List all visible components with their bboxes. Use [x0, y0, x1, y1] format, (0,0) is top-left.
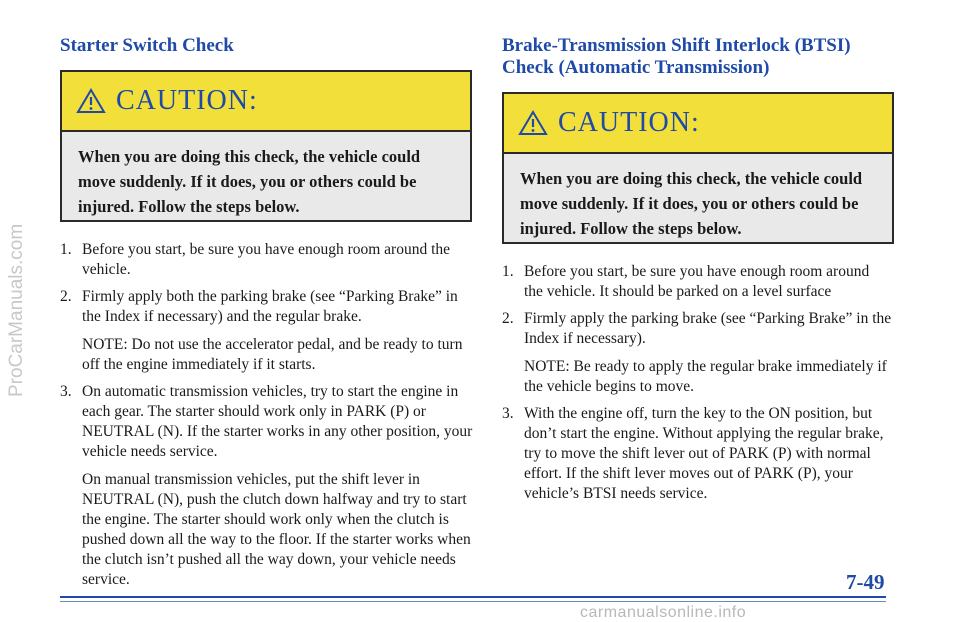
step-number: 2. [60, 288, 72, 305]
step-text: Firmly apply both the parking brake (see “Parking Brake” in the Index if necessary) and the regular brake. [82, 288, 458, 325]
step-number: 2. [502, 310, 514, 327]
right-caution-banner [504, 94, 892, 154]
left-caution-text: When you are doing this check, the vehicle could move suddenly. If it does, you or others could be injured. Follow the steps below. [78, 147, 421, 216]
left-caution-banner [62, 72, 470, 132]
step-text: With the engine off, turn the key to the ON position, but don’t start the engine. Without applying the regular brake, try to move the shift lever out of PARK (P) with normal effort. If the shift lever moves out of PARK (P), your vehicle’s BTSI needs service. [524, 405, 884, 502]
step-text: Before you start, be sure you have enough room around the vehicle. [82, 241, 451, 278]
footer-rule [60, 596, 886, 598]
list-item [502, 404, 892, 504]
step-note: NOTE: Do not use the accelerator pedal, and be ready to turn off the engine immediately if it starts. [82, 336, 463, 373]
step-number: 3. [502, 405, 514, 422]
footer-rule-thin [60, 601, 886, 602]
left-steps-list [60, 240, 478, 597]
right-section-heading: Brake-Transmission Shift Interlock (BTSI) Check (Automatic Transmission) [502, 35, 851, 78]
left-section-heading: Starter Switch Check [60, 35, 234, 56]
side-watermark: ProCarManuals.com [6, 223, 27, 397]
right-caution-text: When you are doing this check, the vehicle could move suddenly. If it does, you or others could be injured. Follow the steps below. [520, 169, 863, 238]
step-note: On manual transmission vehicles, put the shift lever in NEUTRAL (N), push the clutch down halfway and try to start the engine. The starter should work only when the clutch is pushed down all the way to the floor. If the starter works when the clutch isn’t pushed all the way down, your vehicle needs service. [82, 471, 471, 588]
step-number: 3. [60, 383, 72, 400]
warning-triangle-icon [518, 110, 548, 136]
list-item [502, 309, 892, 397]
right-steps-list [502, 262, 892, 511]
page-number: 7-49 [846, 570, 885, 594]
step-text: Before you start, be sure you have enough room around the vehicle. It should be parked on a level surface [524, 263, 870, 300]
list-item [502, 262, 892, 302]
list-item [60, 287, 478, 375]
bottom-watermark: carmanualsonline.info [580, 604, 747, 621]
caution-label: CAUTION: [116, 85, 258, 116]
left-caution-box [60, 70, 472, 222]
step-note: NOTE: Be ready to apply the regular brake immediately if the vehicle begins to move. [524, 358, 887, 395]
step-text: On automatic transmission vehicles, try to start the engine in each gear. The starter should work only in PARK (P) or NEUTRAL (N). If the starter works in any other position, your vehicle needs service. [82, 383, 473, 460]
warning-triangle-icon [76, 88, 106, 114]
caution-label: CAUTION: [558, 107, 700, 138]
right-caution-box [502, 92, 894, 244]
list-item [60, 382, 478, 590]
list-item [60, 240, 478, 280]
step-number: 1. [60, 241, 72, 258]
step-number: 1. [502, 263, 514, 280]
step-text: Firmly apply the parking brake (see “Parking Brake” in the Index if necessary). [524, 310, 892, 347]
